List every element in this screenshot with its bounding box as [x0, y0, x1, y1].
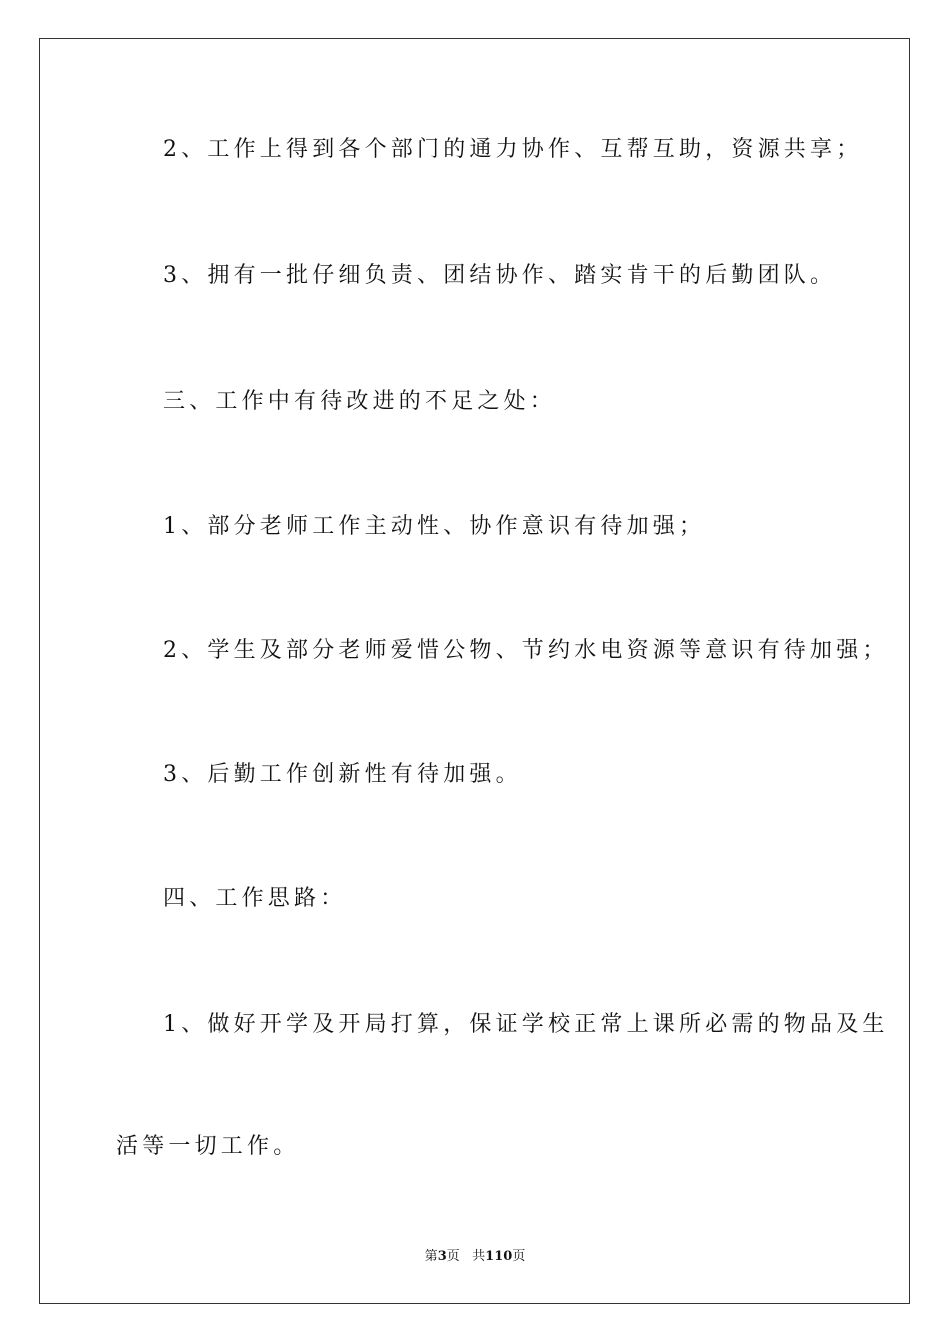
footer-total-unit: 页 — [512, 1249, 526, 1264]
page-footer — [0, 1245, 950, 1264]
paragraph-item-2-conservation: 2、学生及部分老师爱惜公物、节约水电资源等意识有待加强； — [163, 638, 889, 663]
paragraph-item-3-team: 3、拥有一批仔细负责、团结协作、踏实肯干的后勤团队。 — [163, 263, 837, 288]
footer-prefix: 第 — [424, 1249, 438, 1264]
footer-total-pages: 110 — [485, 1249, 513, 1264]
paragraph-item-1-continuation: 活等一切工作。 — [116, 1134, 300, 1159]
section-heading-improvements: 三、工作中有待改进的不足之处： — [163, 389, 557, 414]
page-border — [39, 38, 910, 1304]
paragraph-item-1-preparation: 1、做好开学及开局打算，保证学校正常上课所必需的物品及生 — [163, 1012, 889, 1037]
paragraph-item-1-initiative: 1、部分老师工作主动性、协作意识有待加强； — [163, 514, 706, 539]
footer-page-unit: 页 — [446, 1249, 460, 1264]
paragraph-item-3-innovation: 3、后勤工作创新性有待加强。 — [163, 762, 522, 787]
footer-current-page: 3 — [437, 1249, 447, 1264]
footer-total-prefix: 共 — [472, 1249, 486, 1264]
paragraph-item-2-cooperation: 2、工作上得到各个部门的通力协作、互帮互助，资源共享； — [163, 137, 863, 162]
section-heading-work-plan: 四、工作思路： — [163, 886, 347, 911]
